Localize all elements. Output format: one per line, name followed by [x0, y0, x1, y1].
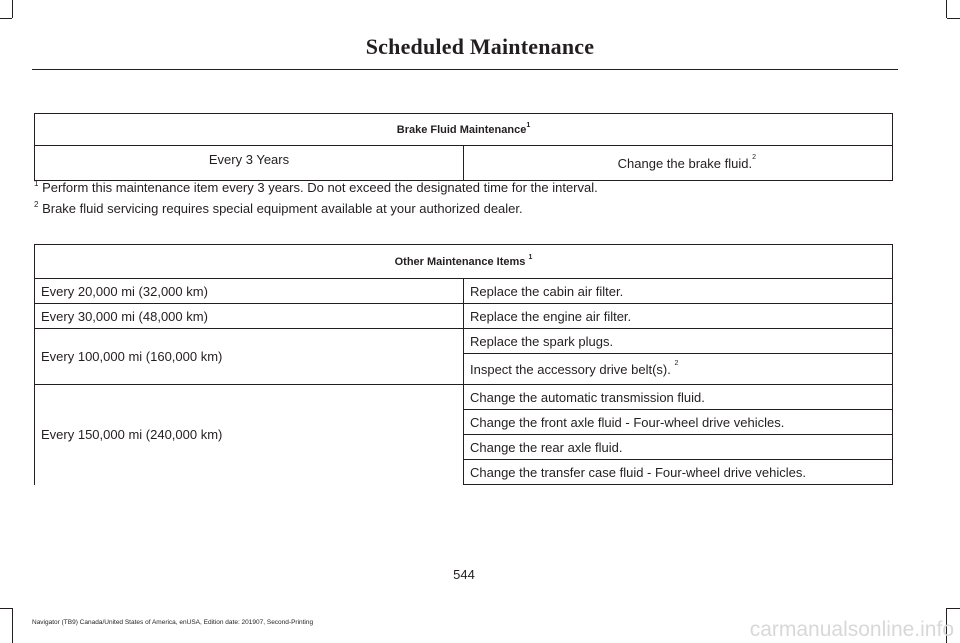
crop-mark	[946, 0, 947, 18]
heading-text: Brake Fluid Maintenance	[396, 123, 527, 136]
action-cell: Replace the cabin air filter.	[464, 279, 893, 304]
action-text: Change the brake fluid.	[617, 155, 753, 171]
action-cell: Replace the engine air filter.	[464, 304, 893, 329]
action-cell: Change the automatic transmission fluid.	[464, 385, 893, 410]
footnote-1	[34, 180, 598, 195]
interval-cell: Every 20,000 mi (32,000 km)	[35, 279, 464, 304]
crop-mark	[947, 18, 960, 19]
footnote-ref: 2	[674, 359, 679, 367]
action-cell: Replace the spark plugs.	[464, 329, 893, 354]
footnote-ref: 1	[528, 253, 533, 261]
interval-cell: Every 100,000 mi (160,000 km)	[35, 329, 464, 385]
footnote-text: Brake fluid servicing requires special equipment available at your authorized dealer.	[38, 201, 523, 216]
other-maintenance-table	[34, 244, 893, 485]
footer-edition-text: Navigator (TB9) Canada/United States of America, enUSA, Edition date: 201907, Second-Printing	[32, 619, 314, 626]
table-row	[35, 279, 893, 304]
table-heading	[35, 245, 893, 279]
table-header-row	[35, 245, 893, 279]
footnote-2	[34, 201, 523, 216]
page-number: 544	[453, 567, 475, 582]
crop-mark	[0, 608, 12, 609]
action-cell	[464, 146, 893, 181]
crop-mark	[12, 608, 13, 643]
table-row	[35, 329, 893, 354]
crop-mark	[947, 608, 960, 609]
action-text: Inspect the accessory drive belt(s).	[470, 361, 671, 377]
action-cell: Change the rear axle fluid.	[464, 435, 893, 460]
table-header-row	[35, 114, 893, 146]
table-heading	[35, 114, 893, 146]
interval-cell: Every 3 Years	[35, 146, 464, 181]
action-cell: Change the transfer case fluid - Four-wheel drive vehicles.	[464, 460, 893, 485]
table-row	[35, 385, 893, 410]
table-row	[35, 146, 893, 181]
heading-text: Other Maintenance Items	[394, 255, 526, 268]
brake-fluid-table	[34, 113, 893, 181]
footnote-mark: 2	[34, 200, 39, 209]
table-row	[35, 304, 893, 329]
crop-mark	[12, 0, 13, 18]
footnote-ref: 2	[752, 153, 756, 161]
interval-cell: Every 30,000 mi (48,000 km)	[35, 304, 464, 329]
page-title: Scheduled Maintenance	[365, 34, 595, 59]
crop-mark	[0, 18, 12, 19]
footnote-text: Perform this maintenance item every 3 years. Do not exceed the designated time for the interval.	[38, 180, 598, 195]
action-cell: Change the front axle fluid - Four-wheel drive vehicles.	[464, 410, 893, 435]
title-rule	[32, 69, 898, 70]
interval-cell: Every 150,000 mi (240,000 km)	[35, 385, 464, 485]
footnote-ref: 1	[526, 121, 531, 129]
watermark: carmanualsonline.info	[749, 618, 954, 641]
footnote-mark: 1	[34, 179, 39, 188]
action-cell	[464, 354, 893, 385]
